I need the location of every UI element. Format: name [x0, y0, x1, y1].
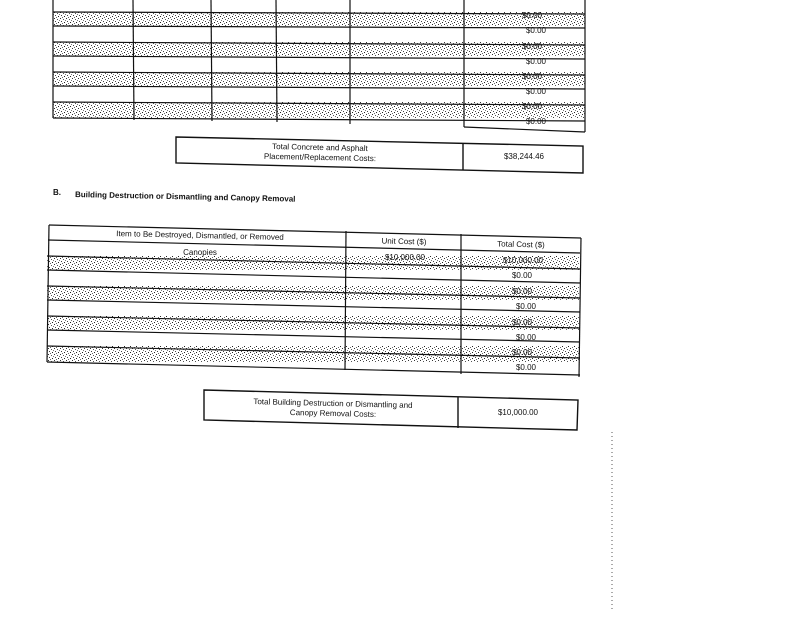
- concrete-total-value: $38,244.46: [503, 152, 545, 161]
- building-total-label-line2: Canopy Removal Costs:: [289, 407, 377, 420]
- column-header-total-cost: Total Cost ($): [497, 239, 545, 250]
- section-heading: Building Destruction or Dismantling and Canopy Removal: [74, 190, 296, 204]
- row-total-cost-cell: $0.00: [511, 271, 532, 280]
- concrete-cell-total: $0.00: [525, 57, 546, 66]
- concrete-cell-total: $0.00: [525, 117, 546, 126]
- row-total-cost-cell: $10,000.00: [502, 256, 544, 265]
- concrete-cell-total: $0.00: [525, 87, 546, 96]
- concrete-cell-total: $0.00: [521, 42, 542, 51]
- column-header-item: Item to Be Destroyed, Dismantled, or Removed: [116, 229, 284, 242]
- row-total-cost-cell: $0.00: [515, 333, 536, 342]
- building-total-label-line1: Total Building Destruction or Dismantling and: [253, 397, 413, 410]
- concrete-cell-total: $0.00: [525, 26, 546, 35]
- row-total-cost-cell: $0.00: [511, 348, 532, 357]
- row-item-cell: Canopies: [183, 248, 217, 257]
- concrete-cell-total: $0.00: [521, 102, 542, 111]
- concrete-total-label-line2: Placement/Replacement Costs:: [263, 151, 377, 164]
- row-unit-cost-cell: $10,000.00: [384, 253, 426, 262]
- row-total-cost-cell: $0.00: [511, 287, 532, 296]
- concrete-cell-total: $0.00: [521, 72, 542, 81]
- concrete-cell-total: $0.00: [521, 11, 542, 20]
- column-header-unit-cost: Unit Cost ($): [381, 236, 427, 247]
- section-letter: B.: [53, 188, 61, 197]
- concrete-total-label-line1: Total Concrete and Asphalt: [272, 141, 368, 154]
- row-total-cost-cell: $0.00: [515, 302, 536, 311]
- row-total-cost-cell: $0.00: [511, 318, 532, 327]
- row-total-cost-cell: $0.00: [515, 363, 536, 372]
- building-total-value: $10,000.00: [497, 408, 539, 417]
